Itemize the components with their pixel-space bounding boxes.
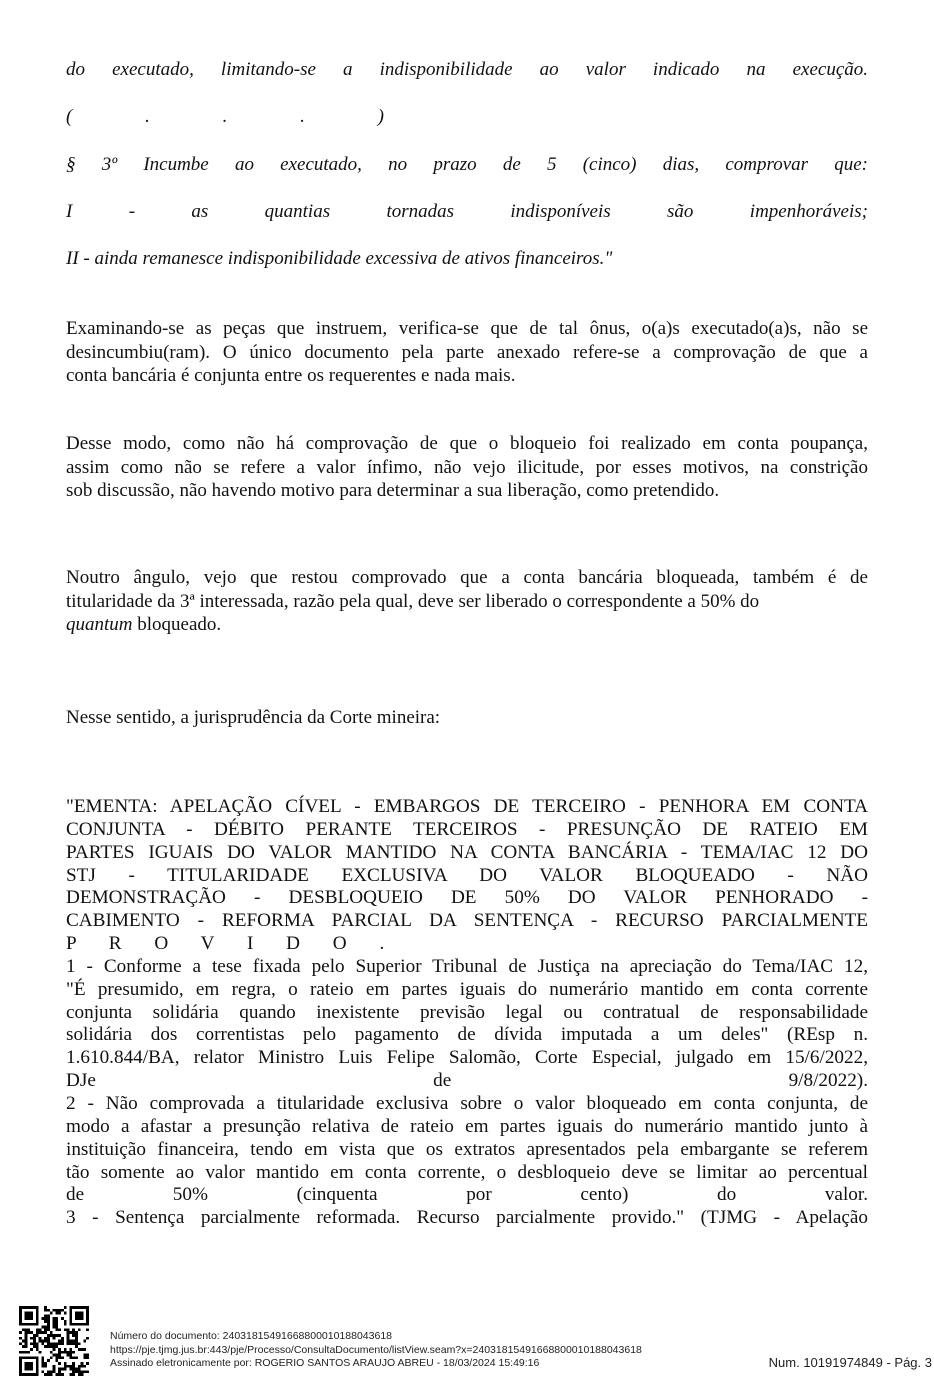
ementa-line: 1 - Conforme a tese fixada pelo Superior Tribunal de Justiça na apreciação do Tema/IAC 12, [66, 955, 868, 977]
ementa-line: de 50% (cinquenta por cento) do valor. [66, 1184, 868, 1206]
ementa-line: STJ - TITULARIDADE EXCLUSIVA DO VALOR BLOQUEADO - NÃO [66, 864, 868, 886]
qr-code-icon[interactable] [19, 1306, 89, 1376]
ementa-line: P R O V I D O . [66, 933, 399, 955]
paragraph-2-line: sob discussão, não havendo motivo para determinar a sua liberação, como pretendido. [66, 480, 720, 501]
ementa-line: conjunta solidária quando inexistente previsão legal ou contratual de responsabilidade [66, 1001, 868, 1023]
ementa-line: "É presumido, em regra, o rateio em partes iguais do numerário mantido em conta corrente [66, 978, 868, 1000]
paragraph-3-line: Noutro ângulo, vejo que restou comprovado que a conta bancária bloqueada, também é de [66, 567, 868, 588]
paragraph-4-line: Nesse sentido, a jurisprudência da Corte mineira: [66, 707, 441, 728]
paragraph-1-line: conta bancária é conjunta entre os requerentes e nada mais. [66, 365, 516, 386]
quote-line-3: § 3º Incumbe ao executado, no prazo de 5 (cinco) dias, comprovar que: [66, 154, 868, 175]
paragraph-1-line: Examinando-se as peças que instruem, verifica-se que de tal ônus, o(a)s executado(a)s, não se [66, 318, 868, 339]
quote-line-5: II - ainda remanesce indisponibilidade excessiva de ativos financeiros." [66, 248, 613, 269]
paragraph-3-line: titularidade da 3ª interessada, razão pela qual, deve ser liberado o correspondente a 50% do [66, 590, 760, 612]
paragraph-3-tail: bloqueado. [132, 614, 222, 635]
paragraph-3 [66, 566, 868, 637]
ementa-line: 2 - Não comprovada a titularidade exclusiva sobre o valor bloqueado em conta conjunta, de [66, 1092, 868, 1114]
ementa-line: 3 - Sentença parcialmente reformada. Recurso parcialmente provido." (TJMG - Apelação [66, 1207, 868, 1229]
quote-line-4: I - as quantias tornadas indisponíveis são impenhoráveis; [66, 201, 868, 222]
quote-line-1: do executado, limitando-se a indisponibilidade ao valor indicado na execução. [66, 59, 868, 80]
paragraph-1-line: desincumbiu(ram). O único documento pela parte anexado refere-se a comprovação de que a [66, 341, 868, 363]
quote-line-2: ( . . . ) [66, 106, 418, 127]
ementa-line: modo a afastar a presunção relativa de rateio em partes iguais do numerário mantido junto à [66, 1115, 868, 1137]
paragraph-1 [66, 317, 868, 388]
paragraph-2-line: Desse modo, como não há comprovação de que o bloqueio foi realizado em conta poupança, [66, 433, 868, 454]
ementa-line: CONJUNTA - DÉBITO PERANTE TERCEIROS - PRESUNÇÃO DE RATEIO EM [66, 818, 868, 840]
ementa-line: instituição financeira, tendo em vista que os extratos apresentados pela embargante se referem [66, 1138, 868, 1160]
signature-line: Assinado eletronicamente por: ROGERIO SANTOS ARAUJO ABREU - 18/03/2024 15:49:16 [110, 1357, 540, 1369]
ementa-line: PARTES IGUAIS DO VALOR MANTIDO NA CONTA BANCÁRIA - TEMA/IAC 12 DO [66, 841, 868, 863]
paragraph-2 [66, 432, 868, 503]
signature-metadata [110, 1330, 642, 1371]
quantum-term: quantum [66, 614, 133, 635]
ementa-line: solidária dos correntistas pelo pagamento de dívida imputada a um deles" (REsp n. [66, 1024, 868, 1046]
document-url[interactable]: https://pje.tjmg.jus.br:443/pje/Processo/ConsultaDocumento/listView.seam?x=24031815491668800010188043618 [110, 1343, 642, 1356]
qr-code-graphic [19, 1306, 89, 1376]
ementa-line: tão somente ao valor mantido em conta corrente, o desbloqueio deve se limitar ao percentual [66, 1161, 868, 1183]
ementa-line: 1.610.844/BA, relator Ministro Luis Felipe Salomão, Corte Especial, julgado em 15/6/2022, [66, 1047, 868, 1069]
page-number: Num. 10191974849 - Pág. 3 [768, 1355, 932, 1370]
ementa-line: "EMENTA: APELAÇÃO CÍVEL - EMBARGOS DE TERCEIRO - PENHORA EM CONTA [66, 796, 868, 817]
ementa-line: DEMONSTRAÇÃO - DESBLOQUEIO DE 50% DO VALOR PENHORADO - [66, 887, 868, 909]
paragraph-4 [66, 706, 868, 730]
document-number: Número do documento: 24031815491668800010188043618 [110, 1330, 392, 1342]
document-footer [0, 1300, 934, 1400]
ementa-line: CABIMENTO - REFORMA PARCIAL DA SENTENÇA - RECURSO PARCIALMENTE [66, 910, 868, 932]
paragraph-3-last-line [66, 613, 868, 637]
ementa-block [66, 796, 868, 1230]
paragraph-2-line: assim como não se refere a valor ínfimo, não vejo ilicitude, por esses motivos, na constrição [66, 456, 868, 478]
ementa-line: DJe de 9/8/2022). [66, 1070, 868, 1092]
